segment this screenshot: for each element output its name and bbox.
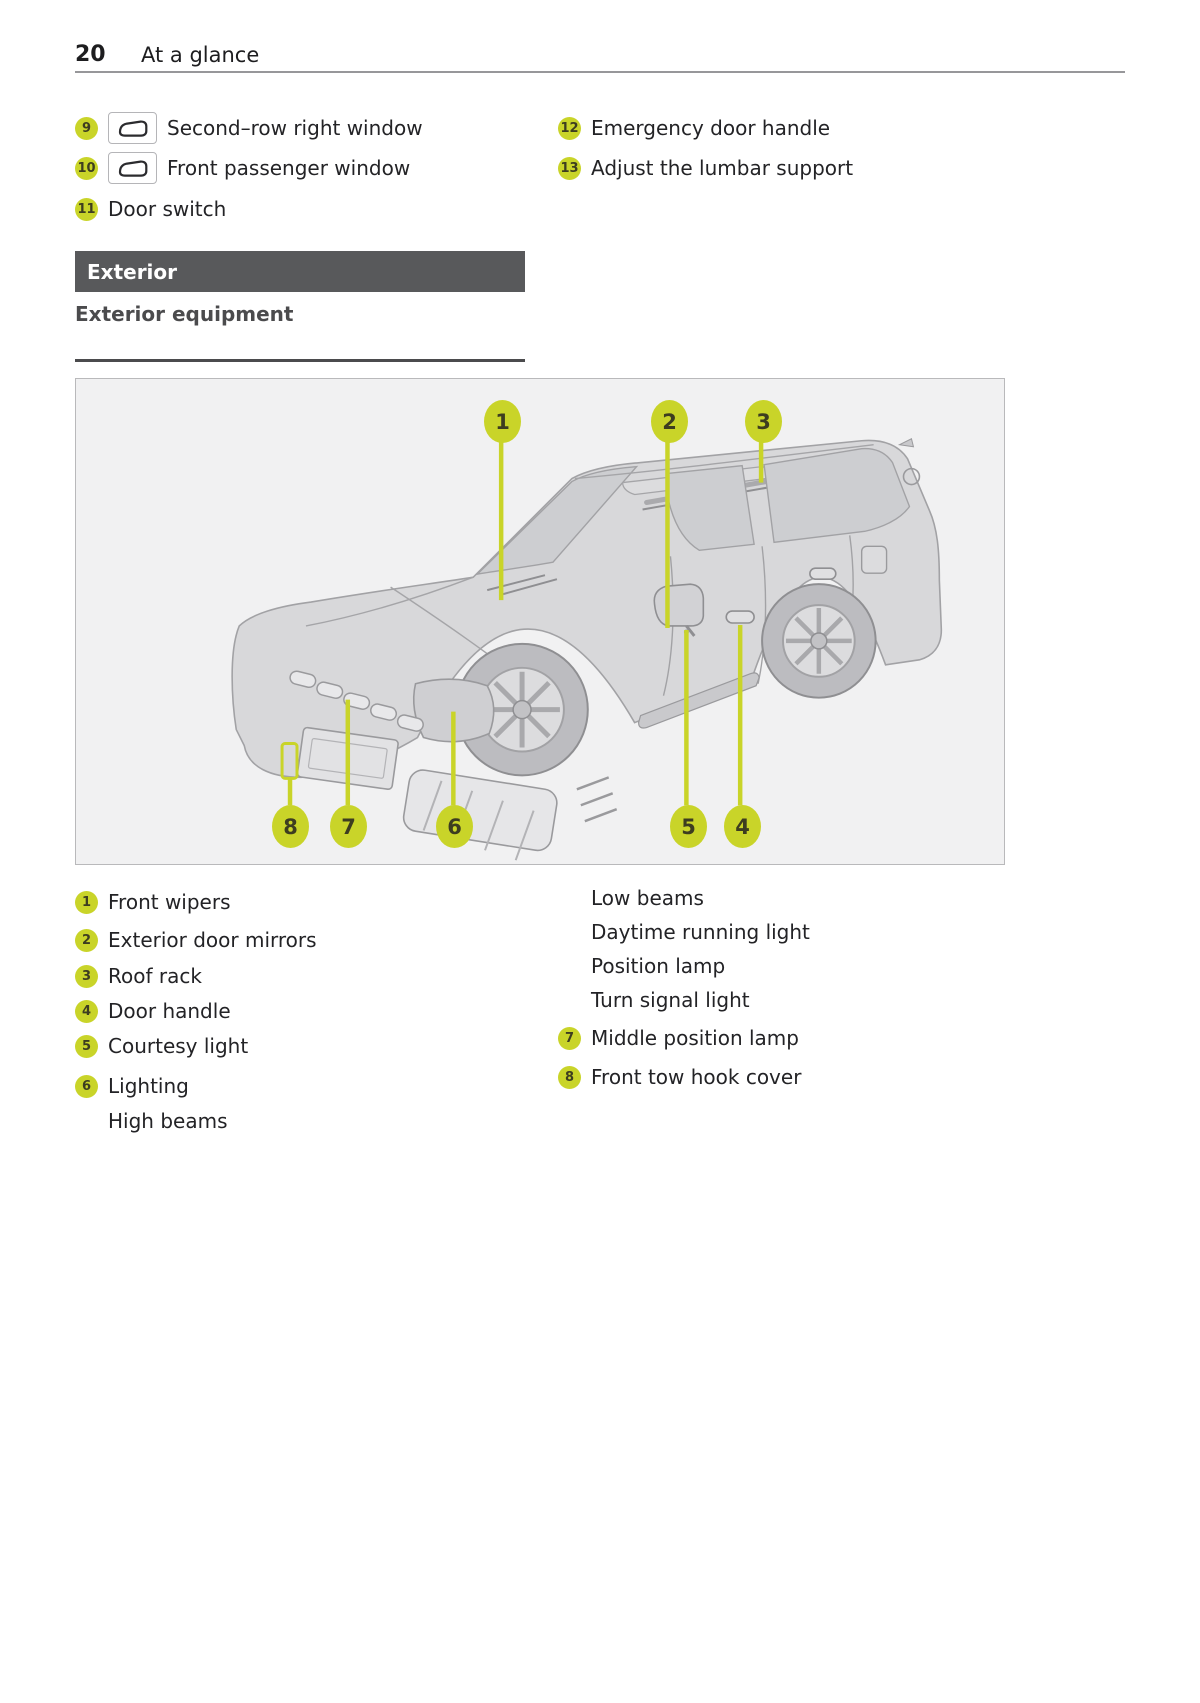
- item-number-badge: 2: [75, 929, 98, 952]
- item-number-badge: 13: [558, 157, 581, 180]
- list-item-label: Adjust the lumbar support: [591, 156, 854, 180]
- list-item: [75, 152, 410, 184]
- legend-item-label: Courtesy light: [108, 1034, 249, 1058]
- callout-8: 8: [272, 805, 309, 848]
- item-number-badge: 3: [75, 965, 98, 988]
- callout-7: 7: [330, 805, 367, 848]
- legend-item-label: Turn signal light: [591, 988, 750, 1012]
- legend-item: [558, 917, 810, 947]
- item-number-badge: 12: [558, 117, 581, 140]
- legend-item-label: Lighting: [108, 1074, 189, 1098]
- callout-4: 4: [724, 805, 761, 848]
- legend-item: [75, 925, 317, 955]
- legend-item: [558, 951, 725, 981]
- legend-item-label: Front tow hook cover: [591, 1065, 802, 1089]
- legend-item-label: Door handle: [108, 999, 231, 1023]
- callout-1: 1: [484, 400, 521, 443]
- page-number: 20: [75, 42, 106, 67]
- legend-item: [558, 883, 704, 913]
- page-title: At a glance: [141, 43, 260, 67]
- list-item: [558, 112, 830, 144]
- list-item-label: Door switch: [108, 197, 227, 221]
- legend-item-label: Roof rack: [108, 964, 202, 988]
- exterior-diagram: [75, 378, 1005, 865]
- legend-item: [75, 996, 231, 1026]
- legend-item-label: Daytime running light: [591, 920, 810, 944]
- item-number-badge: 5: [75, 1035, 98, 1058]
- list-item-label: Second–row right window: [167, 116, 423, 140]
- item-number-badge: 9: [75, 117, 98, 140]
- item-number-badge: 8: [558, 1066, 581, 1089]
- list-item: [75, 193, 226, 225]
- legend-item: [75, 1106, 227, 1136]
- legend-item-label: Middle position lamp: [591, 1026, 799, 1050]
- item-number-badge: 7: [558, 1027, 581, 1050]
- item-number-badge: 1: [75, 891, 98, 914]
- callout-3: 3: [745, 400, 782, 443]
- legend-item-label: Front wipers: [108, 890, 231, 914]
- subsection-underline: [75, 359, 525, 362]
- callout-2: 2: [651, 400, 688, 443]
- list-item: [558, 152, 853, 184]
- legend-item-label: Exterior door mirrors: [108, 928, 317, 952]
- legend-item-label: Low beams: [591, 886, 704, 910]
- item-number-badge: 4: [75, 1000, 98, 1023]
- legend-item-label: Position lamp: [591, 954, 726, 978]
- item-number-badge: 11: [75, 198, 98, 221]
- list-item: [75, 112, 423, 144]
- vehicle-illustration: [76, 379, 1004, 864]
- legend-item: [75, 1031, 248, 1061]
- callout-6: 6: [436, 805, 473, 848]
- legend-item-label: High beams: [108, 1109, 228, 1133]
- window-icon: [108, 152, 157, 184]
- callout-5: 5: [670, 805, 707, 848]
- legend-item: [75, 961, 202, 991]
- list-item-label: Front passenger window: [167, 156, 411, 180]
- subsection-title: Exterior equipment: [75, 302, 294, 326]
- item-number-badge: 6: [75, 1075, 98, 1098]
- section-header: [75, 251, 525, 292]
- legend-item: [558, 985, 750, 1015]
- list-item-label: Emergency door handle: [591, 116, 831, 140]
- legend-item: [75, 1071, 189, 1101]
- item-number-badge: 10: [75, 157, 98, 180]
- header-divider: [75, 71, 1125, 73]
- section-title: Exterior: [87, 259, 178, 284]
- legend-item: [558, 1062, 801, 1092]
- window-icon: [108, 112, 157, 144]
- legend-item: [75, 887, 231, 917]
- legend-item: [558, 1023, 799, 1053]
